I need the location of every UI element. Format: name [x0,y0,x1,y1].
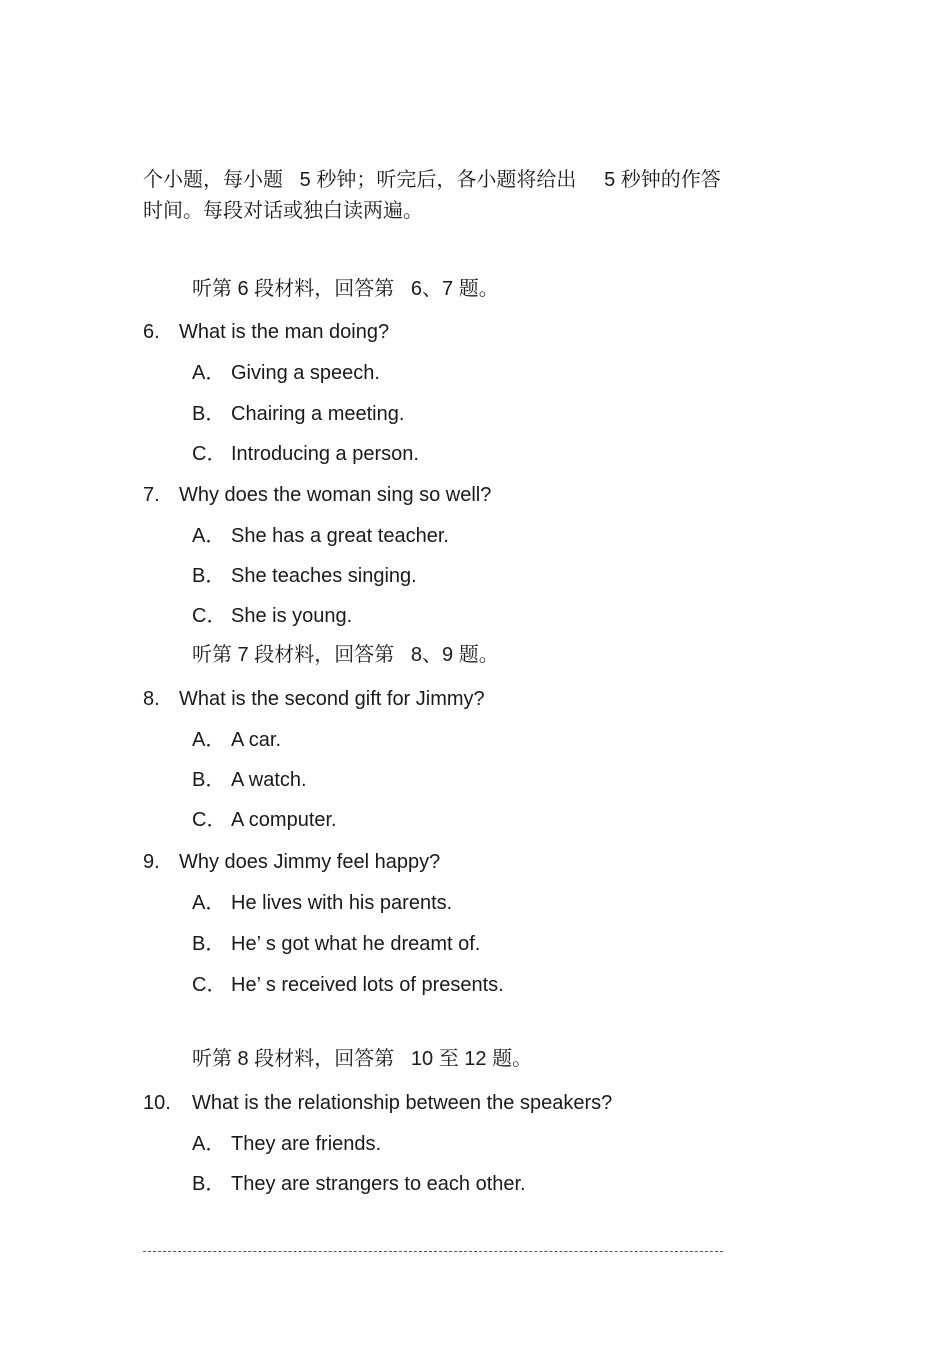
option-letter: A． [192,1133,226,1155]
option-text: They are strangers to each other. [231,1173,526,1195]
option-text: He’ s received lots of presents. [231,974,504,996]
option-letter: B． [192,1173,226,1195]
option-text: Chairing a meeting. [231,403,405,425]
option-letter: C． [192,974,227,996]
question-text: Why does Jimmy feel happy? [179,851,441,873]
option-text: She has a great teacher. [231,525,449,547]
option-letter: B． [192,403,226,425]
option-text: A car. [231,729,282,751]
question-number: 6. [143,321,160,343]
option-letter: C． [192,605,227,627]
option-text: Introducing a person. [231,443,419,465]
question-number: 8. [143,688,160,710]
option-text: They are friends. [231,1133,382,1155]
option-letter: B． [192,933,226,955]
option-text: A watch. [231,769,307,791]
intro-line-1: 个小题，每小题 5 秒钟；听完后，各小题将给出 5 秒钟的作答 [143,169,721,191]
question-text: Why does the woman sing so well? [179,484,492,506]
section-heading: 听第 8 段材料，回答第 10 至 12 题。 [192,1048,533,1070]
option-text: He’ s got what he dreamt of. [231,933,481,955]
option-letter: A． [192,525,226,547]
option-letter: A． [192,729,226,751]
option-text: She teaches singing. [231,565,417,587]
question-number: 9. [143,851,160,873]
question-text: What is the relationship between the speakers? [192,1092,613,1114]
intro-line-2: 时间。每段对话或独白读两遍。 [143,200,423,222]
question-number: 7. [143,484,160,506]
option-letter: A． [192,892,226,914]
option-text: He lives with his parents. [231,892,453,914]
question-number: 10. [143,1092,171,1114]
question-text: What is the second gift for Jimmy? [179,688,485,710]
option-text: Giving a speech. [231,362,380,384]
option-letter: C． [192,809,227,831]
option-letter: C． [192,443,227,465]
option-letter: B． [192,565,226,587]
question-text: What is the man doing? [179,321,390,343]
option-text: She is young. [231,605,353,627]
option-text: A computer. [231,809,337,831]
page-divider [143,1251,723,1252]
section-heading: 听第 7 段材料，回答第 8、9 题。 [192,644,499,666]
option-letter: B． [192,769,226,791]
section-heading: 听第 6 段材料，回答第 6、7 题。 [192,278,499,300]
option-letter: A． [192,362,226,384]
